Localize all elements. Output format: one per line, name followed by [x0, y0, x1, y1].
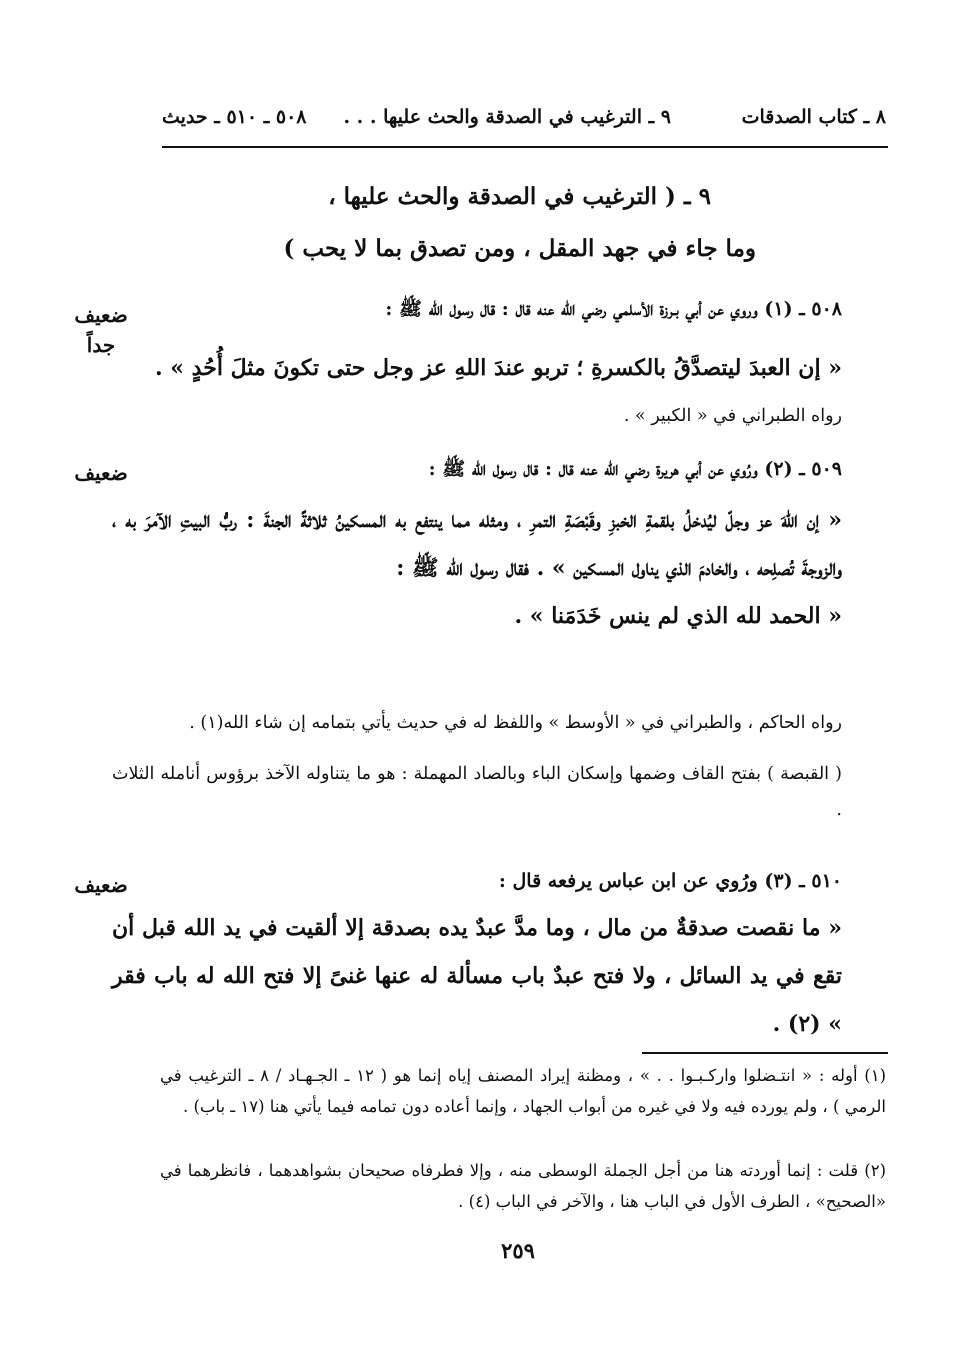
hadith-508-text: « إن العبدَ ليتصدَّقُ بالكسرةِ ؛ تربو عندَ اللهِ عز وجل حتى تكونَ مثلَ أُحُدٍ » .	[154, 355, 842, 381]
hadith-509-note: ( القبصة ) بفتح القاف وضمها وإسكان الباء وبالصاد المهملة : هو ما يتناوله الآخذ برؤوس أنامله الثلاث .	[112, 764, 842, 820]
grade-label-508: ضعيف جداً	[74, 303, 128, 357]
grade-label-509: ضعيف	[74, 461, 128, 485]
footnote-divider	[642, 1052, 888, 1054]
running-header-chapter: ٩ ـ الترغيب في الصدقة والحث عليها . . .	[343, 106, 671, 128]
hadith-510-intro: ٥١٠ ـ (٣) ورُوي عن ابن عباس يرفعه قال :	[498, 870, 842, 892]
chapter-title-line1: ٩ ـ ( الترغيب في الصدقة والحث عليها ،	[328, 183, 711, 210]
footnote-2: (٢) قلت : إنما أوردته هنا من أجل الجملة الوسطى منه ، وإلا فطرفاه صحيحان بشواهدهما ، فانظرهما في «الصحيح» ، الطرف الأول في الباب هنا ، والآخر في الباب (٤) .	[160, 1161, 886, 1211]
footnote-1: (١) أوله : « انتـضلوا واركـبـوا . . » ، ومظنة إيراد المصنف إياه إنما هو ( ١٢ ـ الجـهـاد / ٨ ـ الترغيب في الرمي ) ، ولم يورده فيه ولا في غيره من أبواب الجهاد ، وإنما أعاده دون تمامه فيما يأتي هنا (١٧ ـ باب) .	[160, 1066, 886, 1116]
hadith-509-text	[112, 496, 842, 696]
hadith-508-source: رواه الطبراني في « الكبير » .	[623, 406, 842, 426]
running-header-book: ٨ ـ كتاب الصدقات	[741, 106, 886, 128]
hadith-509-quote: « إن اللهَ عز وجلّ ليُدخلُ بلقمةِ الخبزِ وقَبْصَةِ التمرِ ، ومثله مما ينتفع به المسكينُ ثلاثةً الجنةَ : ربُّ البيتِ الآمرَ به ، والزوجةَ تُصلِحه ، والخادمَ الذي يناول المسكين » . فقال رسول الله ﷺ :	[112, 507, 842, 581]
chapter-title-line2: وما جاء في جهد المقل ، ومن تصدق بما لا يحب )	[283, 235, 756, 262]
grade-label-510: ضعيف	[74, 873, 128, 897]
hadith-509-intro: ٥٠٩ ـ (٢) ورُوي عن أبي هريرة رضي الله عنه قال : قال رسول الله ﷺ :	[428, 458, 842, 480]
hadith-508-intro: ٥٠٨ ـ (١) وروي عن أبي بـرزة الأسلمي رضي الله عنه قال : قال رسول الله ﷺ :	[385, 298, 842, 320]
hadith-509-quote2: « الحمد لله الذي لم ينس خَدَمَنا » .	[514, 603, 842, 629]
running-header-range: ٥٠٨ ـ ٥١٠ ـ حديث	[162, 106, 307, 128]
page-number: ٢٥٩	[501, 1238, 535, 1263]
header-divider	[162, 146, 888, 148]
hadith-510-text: « ما نقصت صدقةٌ من مال ، وما مدَّ عبدٌ يده بصدقة إلا ألقيت في يد الله قبل أن تقع في يد السائل ، ولا فتح عبدٌ باب مسألة له عنها غنىً إلا فتح الله له باب فقر » (٢) .	[112, 915, 842, 1037]
hadith-509-source: رواه الحاكم ، والطبراني في « الأوسط » واللفظ له في حديث يأتي بتمامه إن شاء الله(١) .	[189, 713, 842, 733]
